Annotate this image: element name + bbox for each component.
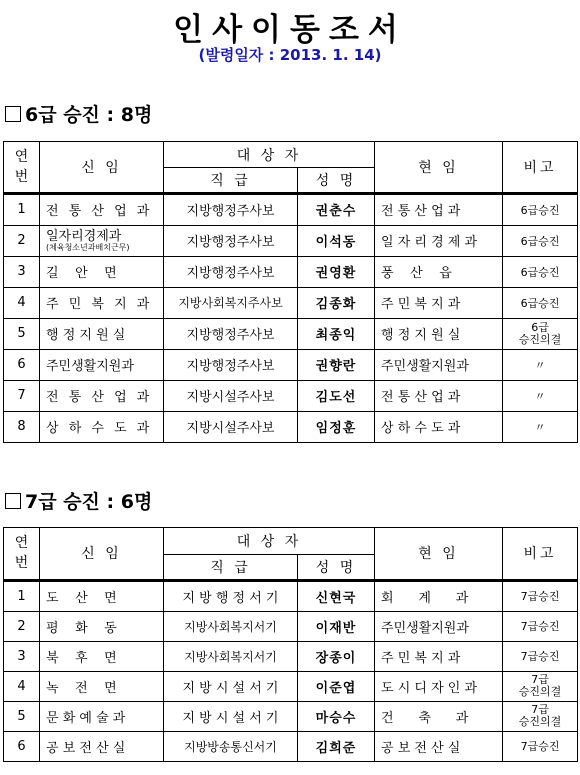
row-no: 1 xyxy=(4,194,40,225)
row-new-post: 주민생활지원과 xyxy=(40,349,164,380)
row-current: 주민생활지원과 xyxy=(375,349,503,380)
table-row xyxy=(4,318,578,349)
row-no: 2 xyxy=(4,225,40,256)
row-rank: 지방시설주사보 xyxy=(164,411,298,442)
row-current: 전 통 산 업 과 xyxy=(375,194,503,225)
table-row xyxy=(4,701,578,731)
row-new-post-sub: (체육청소년과배치근무) xyxy=(46,242,130,252)
row-name: 마승수 xyxy=(298,701,375,731)
row-no: 1 xyxy=(4,581,40,611)
row-current: 풍 산 읍 xyxy=(375,256,503,287)
row-new-post: 길 안 면 xyxy=(40,256,164,287)
section-heading-grade7 xyxy=(5,487,152,514)
table-header-row xyxy=(4,528,578,555)
table-row xyxy=(4,411,578,442)
row-note-line1: 7급 xyxy=(531,673,549,686)
row-name: 이재반 xyxy=(298,611,375,641)
row-rank: 지 방 시 설 서 기 xyxy=(164,671,298,701)
header-target: 대 상 자 xyxy=(164,528,375,555)
row-note: 7급승진 xyxy=(503,641,578,671)
row-no: 7 xyxy=(4,380,40,411)
row-note: 6급승진 xyxy=(503,256,578,287)
row-rank: 지방행정주사보 xyxy=(164,225,298,256)
table-row xyxy=(4,671,578,701)
row-new-post: 전 통 산 업 과 xyxy=(40,194,164,225)
row-note-line1: 6급 xyxy=(531,320,549,334)
grade6-promotion-table xyxy=(3,141,578,443)
header-name: 성 명 xyxy=(298,555,375,580)
row-note: 6급승진 xyxy=(503,225,578,256)
row-current: 행 정 지 원 실 xyxy=(375,318,503,349)
table-row xyxy=(4,194,578,225)
header-no: 연 번 xyxy=(4,142,40,193)
row-note: 7급승진 xyxy=(503,731,578,761)
header-rank: 직 급 xyxy=(164,555,298,580)
row-rank: 지 방 시 설 서 기 xyxy=(164,701,298,731)
row-new-post xyxy=(40,225,164,256)
header-rank: 직 급 xyxy=(164,168,298,193)
row-rank: 지방사회복지서기 xyxy=(164,611,298,641)
row-rank: 지방사회복지주사보 xyxy=(164,287,298,318)
row-rank: 지방행정주사보 xyxy=(164,194,298,225)
section-heading-text: 6급 승진 : 8명 xyxy=(25,104,153,126)
row-name: 최종익 xyxy=(298,318,375,349)
row-note-line1: 7급 xyxy=(531,703,549,716)
row-new-post: 녹 전 면 xyxy=(40,671,164,701)
header-current: 현 임 xyxy=(375,528,503,580)
table-row xyxy=(4,581,578,611)
row-name: 장종이 xyxy=(298,641,375,671)
row-rank: 지방행정주사보 xyxy=(164,256,298,287)
row-new-post: 도 산 면 xyxy=(40,581,164,611)
table-row xyxy=(4,611,578,641)
row-note xyxy=(503,318,578,349)
row-note: 〃 xyxy=(503,411,578,442)
header-no: 연 번 xyxy=(4,528,40,580)
row-note xyxy=(503,701,578,731)
row-current: 회 계 과 xyxy=(375,581,503,611)
table-row xyxy=(4,256,578,287)
row-no: 2 xyxy=(4,611,40,641)
header-current: 현 임 xyxy=(375,142,503,193)
header-name: 성 명 xyxy=(298,168,375,193)
row-name: 권향란 xyxy=(298,349,375,380)
row-note: 7급승진 xyxy=(503,611,578,641)
table-header-row xyxy=(4,142,578,168)
row-new-post: 행 정 지 원 실 xyxy=(40,318,164,349)
row-new-post: 주 민 복 지 과 xyxy=(40,287,164,318)
row-note-line2: 승진의결 xyxy=(518,332,562,346)
row-note: 7급승진 xyxy=(503,581,578,611)
row-rank: 지방사회복지서기 xyxy=(164,641,298,671)
header-target: 대 상 자 xyxy=(164,142,375,168)
row-current: 주민생활지원과 xyxy=(375,611,503,641)
section-heading-grade6 xyxy=(5,100,152,127)
row-rank: 지 방 행 정 서 기 xyxy=(164,581,298,611)
row-no: 3 xyxy=(4,641,40,671)
header-note: 비고 xyxy=(503,528,578,580)
table-row xyxy=(4,287,578,318)
row-note: 6급승진 xyxy=(503,194,578,225)
row-name: 신현국 xyxy=(298,581,375,611)
row-new-post: 문 화 예 술 과 xyxy=(40,701,164,731)
row-name: 김도선 xyxy=(298,380,375,411)
row-current: 건 축 과 xyxy=(375,701,503,731)
row-no: 3 xyxy=(4,256,40,287)
section-heading-text: 7급 승진 : 6명 xyxy=(25,491,153,513)
row-new-post: 공 보 전 산 실 xyxy=(40,731,164,761)
checkbox-square-icon xyxy=(5,493,21,509)
document-title: 인사이동조서 xyxy=(173,12,407,48)
checkbox-square-icon xyxy=(5,106,21,122)
row-current: 공 보 전 산 실 xyxy=(375,731,503,761)
row-no: 4 xyxy=(4,671,40,701)
row-name: 권영환 xyxy=(298,256,375,287)
header-note: 비고 xyxy=(503,142,578,193)
row-current: 일 자 리 경 제 과 xyxy=(375,225,503,256)
grade7-promotion-table xyxy=(3,527,578,762)
issue-date: (발령일자 : 2013. 1. 14) xyxy=(198,46,382,64)
row-name: 김희준 xyxy=(298,731,375,761)
row-name: 김종화 xyxy=(298,287,375,318)
header-new-post: 신 임 xyxy=(40,528,164,580)
row-new-post: 북 후 면 xyxy=(40,641,164,671)
table-row xyxy=(4,349,578,380)
row-name: 임정훈 xyxy=(298,411,375,442)
row-new-post-main: 일자리경제과 xyxy=(46,228,122,244)
table-row xyxy=(4,641,578,671)
table-row xyxy=(4,380,578,411)
row-no: 5 xyxy=(4,701,40,731)
row-note-line2: 승진의결 xyxy=(518,715,562,728)
row-note xyxy=(503,671,578,701)
row-current: 전 통 산 업 과 xyxy=(375,380,503,411)
row-note: 〃 xyxy=(503,349,578,380)
row-name: 이준엽 xyxy=(298,671,375,701)
row-new-post: 전 통 산 업 과 xyxy=(40,380,164,411)
row-note-line2: 승진의결 xyxy=(518,685,562,698)
row-no: 8 xyxy=(4,411,40,442)
row-rank: 지방시설주사보 xyxy=(164,380,298,411)
row-rank: 지방행정주사보 xyxy=(164,318,298,349)
table-row xyxy=(4,225,578,256)
row-current: 주 민 복 지 과 xyxy=(375,641,503,671)
row-current: 주 민 복 지 과 xyxy=(375,287,503,318)
table-row xyxy=(4,731,578,761)
row-rank: 지방방송통신서기 xyxy=(164,731,298,761)
row-note: 〃 xyxy=(503,380,578,411)
row-new-post: 상 하 수 도 과 xyxy=(40,411,164,442)
row-no: 6 xyxy=(4,731,40,761)
row-no: 6 xyxy=(4,349,40,380)
header-new-post: 신 임 xyxy=(40,142,164,193)
row-rank: 지방행정주사보 xyxy=(164,349,298,380)
row-new-post: 평 화 동 xyxy=(40,611,164,641)
row-no: 4 xyxy=(4,287,40,318)
row-note: 6급승진 xyxy=(503,287,578,318)
row-current: 도 시 디 자 인 과 xyxy=(375,671,503,701)
row-current: 상 하 수 도 과 xyxy=(375,411,503,442)
row-name: 권춘수 xyxy=(298,194,375,225)
row-name: 이석동 xyxy=(298,225,375,256)
row-no: 5 xyxy=(4,318,40,349)
